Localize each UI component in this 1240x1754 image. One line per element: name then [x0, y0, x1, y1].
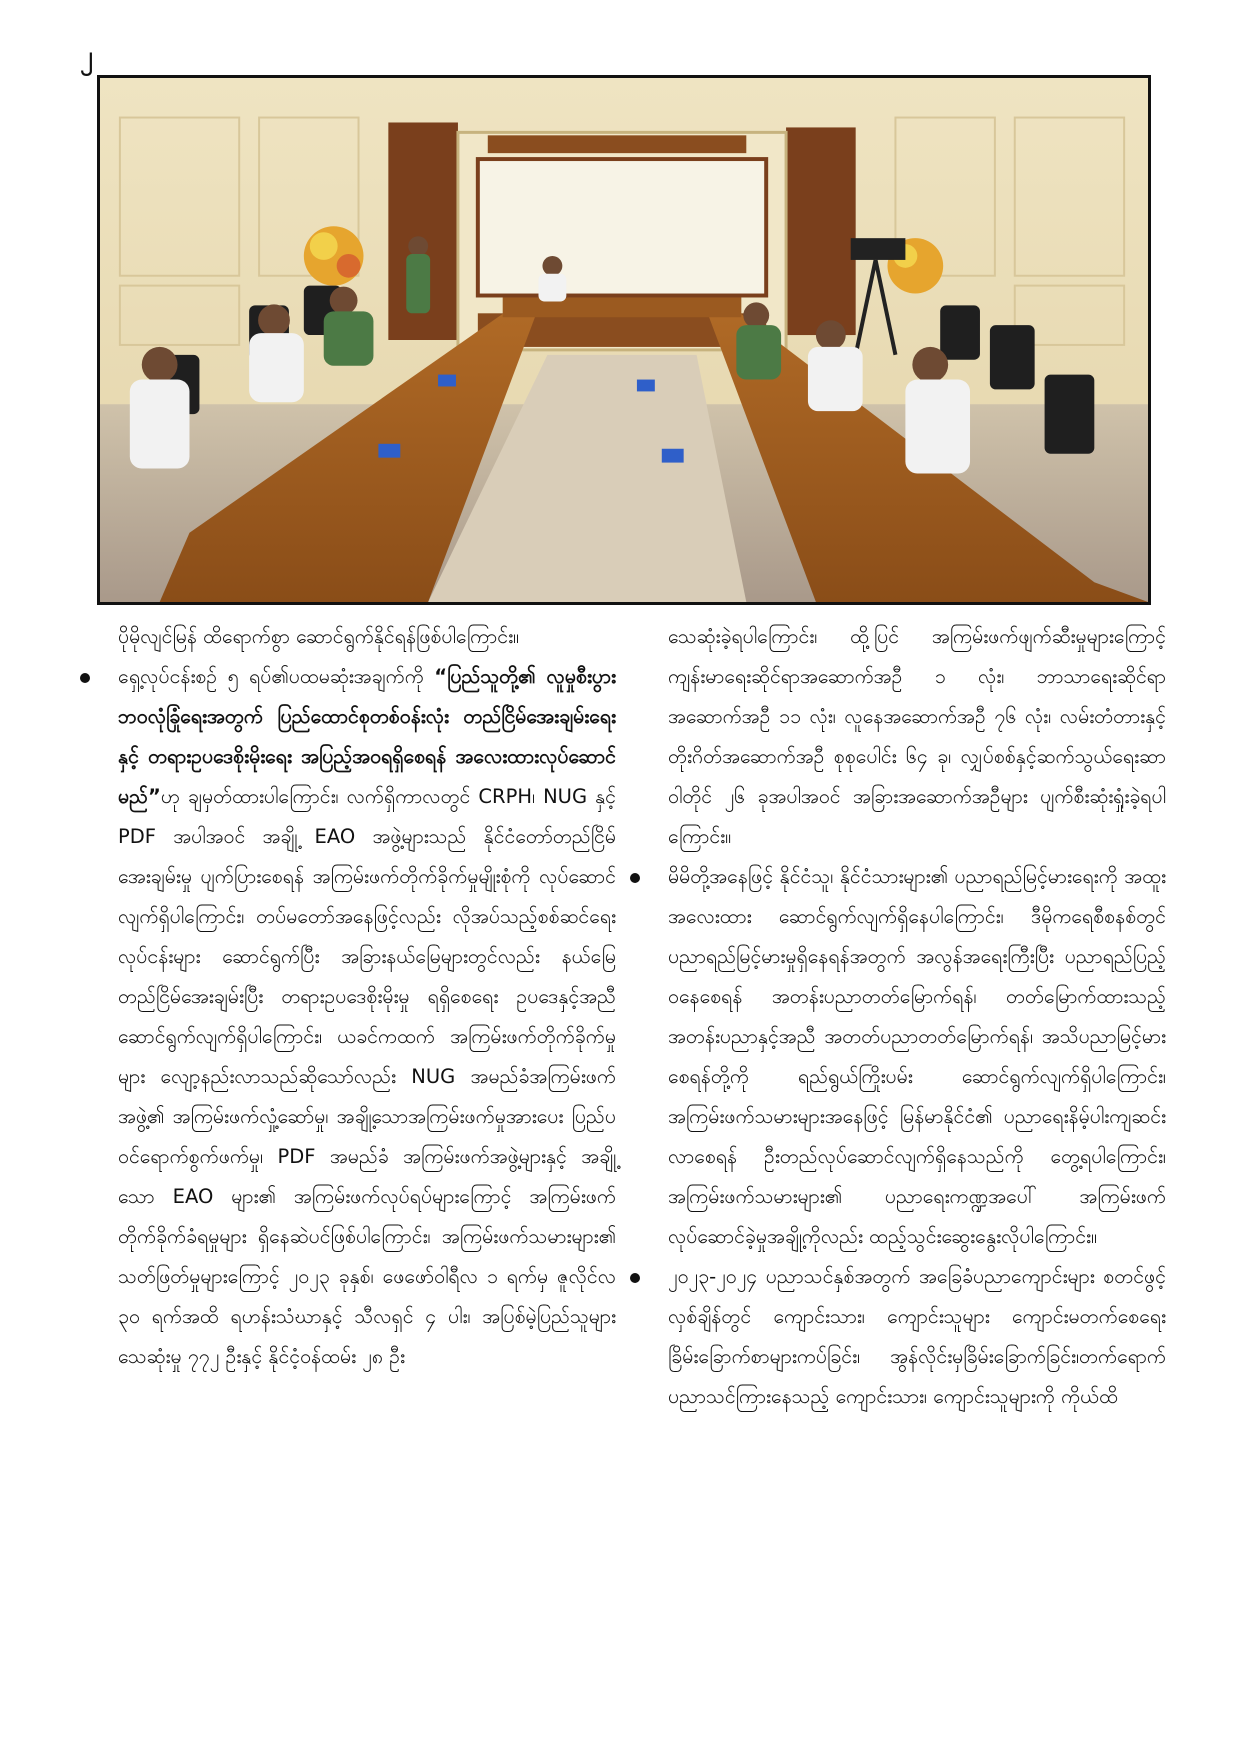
right-column: [668, 617, 1166, 1417]
meeting-room-photo-icon: [100, 78, 1148, 602]
right-continuation-text: သေဆုံးခဲ့ရပါကြောင်း၊ ထို့ပြင် အကြမ်းဖက်ဖျက်ဆီးမှုများကြောင့် ကျန်းမာရေးဆိုင်ရာအဆောက်အဦ ၁ လုံး၊ ဘာသာရေးဆိုင်ရာအဆောက်အဦ ၁၁ လုံး၊ လူနေအဆောက်အဦ ၇၆ လုံး၊ လမ်းတံတားနှင့် တိုးဂိတ်အဆောက်အဦ စုစုပေါင်း ၆၄ ခု၊ လျှပ်စစ်နှင့်ဆက်သွယ်ရေးဆာဝါတိုင် ၂၆ ခုအပါအဝင် အခြားအဆောက်အဦများ ပျက်စီးဆုံးရှုံးခဲ့ရပါကြောင်း။: [668, 625, 1166, 848]
bullet-item-1: [118, 657, 616, 1377]
meeting-photo: [97, 75, 1151, 605]
bullet-item-2: မိမိတို့အနေဖြင့် နိုင်ငံသူ၊ နိုင်ငံသားများ၏ ပညာရည်မြင့်မားရေးကို အထူးအလေးထား ဆောင်ရွက်လျက်ရှိနေပါကြောင်း၊ ဒီမိုကရေစီစနစ်တွင် ပညာရည်မြင့်မားမှုရှိနေရန်အတွက် အလွန်အရေးကြီးပြီး ပညာရည်ပြည့်ဝနေစေရန် အတန်းပညာတတ်မြောက်ရန်၊ တတ်မြောက်ထားသည့်အတန်းပညာနှင့်အညီ အတတ်ပညာတတ်မြောက်ရန်၊ အသိပညာမြင့်မားစေရန်တို့ကို ရည်ရွယ်ကြိုးပမ်း ဆောင်ရွက်လျက်ရှိပါကြောင်း၊ အကြမ်းဖက်သမားများအနေဖြင့် မြန်မာနိုင်ငံ၏ ပညာရေးနိမ့်ပါးကျဆင်းလာစေရန် ဦးတည်လုပ်ဆောင်လျက်ရှိနေသည်ကို တွေ့ရပါကြောင်း၊ အကြမ်းဖက်သမားများ၏ ပညာရေးကဏ္ဍအပေါ် အကြမ်းဖက်လုပ်ဆောင်ခဲ့မှုအချို့ကိုလည်း ထည့်သွင်းဆွေးနွေးလိုပါကြောင်း။: [668, 857, 1166, 1257]
page-number: ၂: [80, 41, 93, 71]
bullet-1-rest: ဟု ချမှတ်ထားပါကြောင်း၊ လက်ရှိကာလတွင် CRPH၊ NUG နှင့် PDF အပါအဝင် အချို့ EAO အဖွဲ့များသည် နိုင်ငံတော်တည်ငြိမ်အေးချမ်းမှု ပျက်ပြားစေရန် အကြမ်းဖက်တိုက်ခိုက်မှုမျိုးစုံကို လုပ်ဆောင်လျက်ရှိပါကြောင်း၊ တပ်မတော်အနေဖြင့်လည်း လိုအပ်သည့်စစ်ဆင်ရေးလုပ်ငန်းများ ဆောင်ရွက်ပြီး အခြားနယ်မြေများတွင်လည်း နယ်မြေတည်ငြိမ်အေးချမ်းပြီး တရားဥပဒေစိုးမိုးမှု ရရှိစေရေး ဥပဒေနှင့်အညီ ဆောင်ရွက်လျက်ရှိပါကြောင်း၊ ယခင်ကထက် အကြမ်းဖက်တိုက်ခိုက်မှုများ လျော့နည်းလာသည်ဆိုသော်လည်း NUG အမည်ခံအကြမ်းဖက်အဖွဲ့၏ အကြမ်းဖက်လှုံ့ဆော်မှု၊ အချို့သောအကြမ်းဖက်မှုအားပေး ပြည်ပဝင်ရောက်စွက်ဖက်မှု၊ PDF အမည်ခံ အကြမ်းဖက်အဖွဲ့များနှင့် အချို့သော EAO များ၏ အကြမ်းဖက်လုပ်ရပ်များကြောင့် အကြမ်းဖက်တိုက်ခိုက်ခံရမှုများ ရှိနေဆဲပင်ဖြစ်ပါကြောင်း၊ အကြမ်းဖက်သမားများ၏ သတ်ဖြတ်မှုများကြောင့် ၂၀၂၃ ခုနှစ်၊ ဖေဖော်ဝါရီလ ၁ ရက်မှ ဇူလိုင်လ ၃၀ ရက်အထိ ရဟန်းသံဃာနှင့် သီလရှင် ၄ ပါး၊ အပြစ်မဲ့ပြည်သူများသေဆုံးမှု ၇၇၂ ဦးနှင့် နိုင်ငံ့ဝန်ထမ်း ၂၈ ဦး: [118, 785, 616, 1368]
bullet-item-3: ၂၀၂၃-၂၀၂၄ ပညာသင်နှစ်အတွက် အခြေခံပညာကျောင်းများ စတင်ဖွင့်လှစ်ချိန်တွင် ကျောင်းသား၊ ကျောင်းသူများ ကျောင်းမတက်စေရေး ခြိမ်းခြောက်စာများကပ်ခြင်း၊ အွန်လိုင်းမှခြိမ်းခြောက်ခြင်း၊တက်ရောက်ပညာသင်ကြားနေသည့် ကျောင်းသား၊ ကျောင်းသူများကို ကိုယ်ထိ: [668, 1257, 1166, 1417]
bullet-1-bold-quote: “ပြည်သူတို့၏ လူမှုစီးပွားဘဝလုံခြုံရေးအတွက် ပြည်ထောင်စုတစ်ဝန်းလုံး တည်ငြိမ်အေးချမ်းရေးနှင့် တရားဥပဒေစိုးမိုးရေး အပြည့်အဝရရှိစေရန် အလေးထားလုပ်ဆောင်မည်”: [118, 665, 616, 808]
left-column: [118, 617, 616, 1377]
left-continuation-text: ပိုမိုလျင်မြန် ထိရောက်စွာ ဆောင်ရွက်နိုင်ရန်ဖြစ်ပါကြောင်း။: [118, 625, 519, 648]
bullet-1-lead: ရှေ့လုပ်ငန်းစဉ် ၅ ရပ်၏ပထမဆုံးအချက်ကို: [118, 665, 435, 688]
